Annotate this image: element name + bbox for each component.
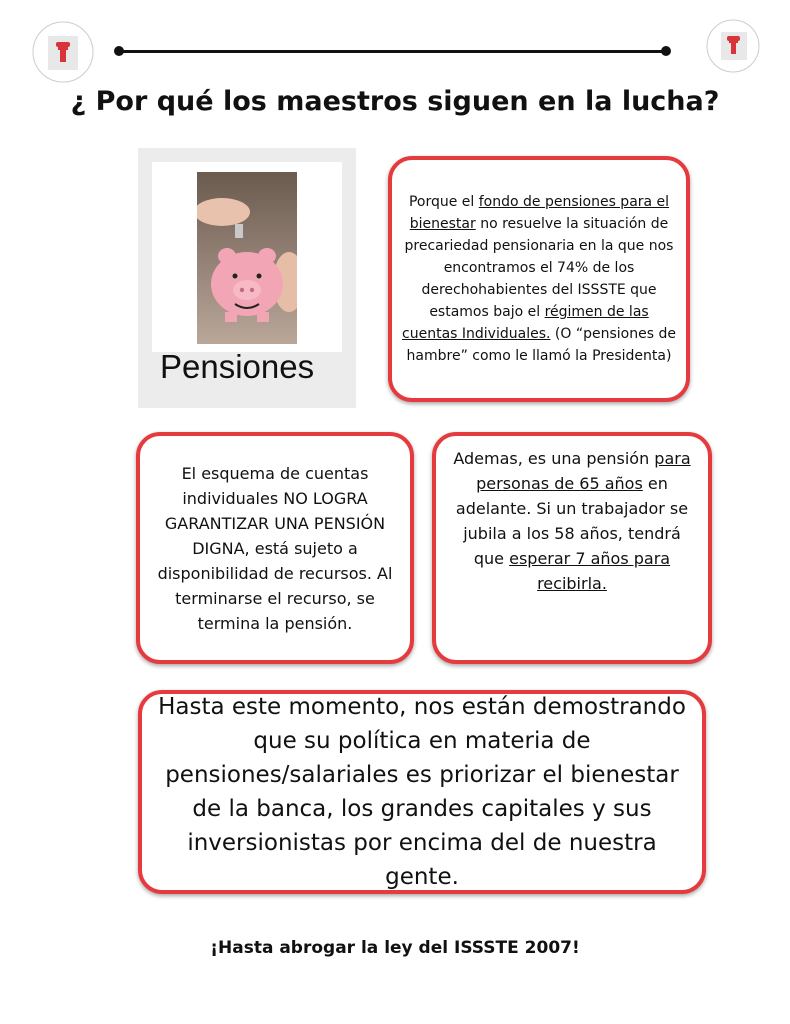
underlined-text: esperar 7 años para recibirla. <box>509 549 671 593</box>
card-text: Hasta este momento, nos están demostrando que su política en materia de pensiones/salariales es priorizar el bienestar de la banca, los grandes capitales y sus inversionistas por encima del de nuestra gente. <box>158 694 686 890</box>
underlined-text: régimen de las cuentas Individuales. <box>402 304 649 342</box>
text-segment: no resuelve la situación de precariedad pensionaria en la que nos encontramos el 74% de los derechohabientes del ISSSTE que estamos bajo el <box>404 216 674 320</box>
text-segment: Porque el <box>408 194 479 210</box>
piggy-bank-icon <box>197 172 297 344</box>
text-segment: en adelante. Si un trabajador se jubila a los 58 años, tendrá que <box>455 474 689 568</box>
photo-frame <box>152 162 342 352</box>
info-card-edad-pension <box>432 432 712 664</box>
photo-caption: Pensiones <box>160 348 315 385</box>
page-title: ¿ Por qué los maestros siguen en la lucha? <box>70 86 720 117</box>
text-segment: (O “pensiones de hambre” como le llamó la Presidenta) <box>406 326 676 364</box>
logo-red-defensa-delicias <box>18 14 108 94</box>
card-text <box>402 191 676 367</box>
info-card-cuentas-individuales <box>136 432 414 664</box>
underlined-text: para personas de 65 años <box>476 449 691 493</box>
pensions-photo-panel <box>138 148 356 408</box>
info-card-fondo-pensiones <box>388 156 690 402</box>
underlined-text: fondo de pensiones para el bienestar <box>409 194 670 232</box>
footer-slogan: ¡Hasta abrogar la ley del ISSSTE 2007! <box>210 938 580 958</box>
raised-fist-logo-icon <box>18 14 108 94</box>
divider-dot-left <box>114 46 124 56</box>
header-divider <box>118 50 666 53</box>
divider-dot-right <box>661 46 671 56</box>
logo-red-defensa-chihuahua <box>688 10 778 90</box>
raised-fist-logo-icon <box>688 10 778 90</box>
text-segment: Ademas, es una pensión <box>453 449 655 468</box>
card-text <box>448 446 696 596</box>
card-text: El esquema de cuentas individuales NO LOGRA GARANTIZAR UNA PENSIÓN DIGNA, está sujeto a disponibilidad de recursos. Al terminarse el recurso, se termina la pensión. <box>157 463 393 633</box>
info-card-conclusion <box>138 690 706 894</box>
